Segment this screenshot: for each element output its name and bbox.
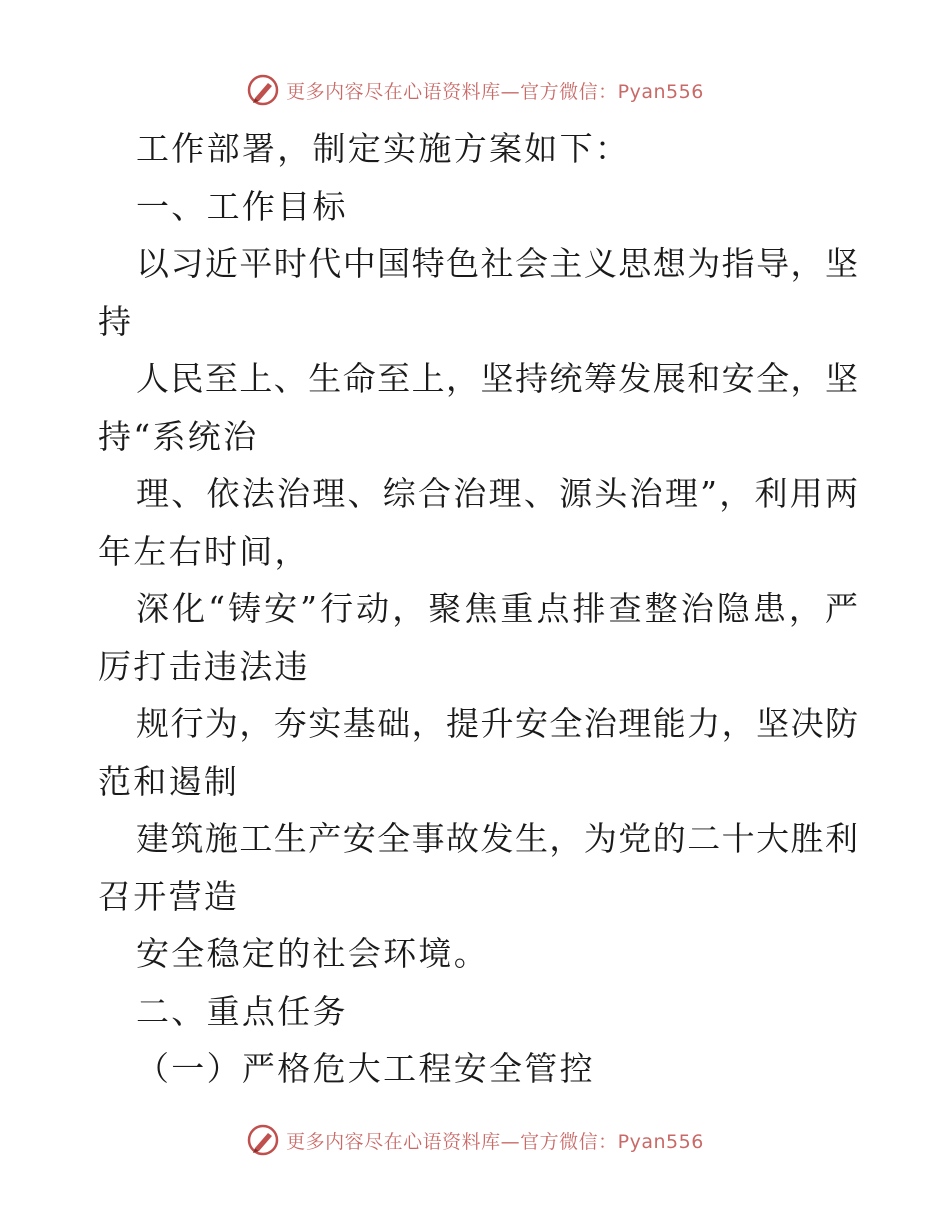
body-line: 范和遏制 <box>98 761 240 801</box>
header-watermark-banner <box>0 70 950 110</box>
section-heading: 一、工作目标 <box>136 186 348 226</box>
body-line: 持 <box>98 301 134 341</box>
body-line: 规行为，夯实基础，提升安全治理能力，坚决防 <box>136 704 858 743</box>
document-body <box>98 120 858 1098</box>
footer-watermark-banner <box>0 1120 950 1160</box>
header-watermark-text: 更多内容尽在心语资料库—官方微信：Pyan556 <box>286 80 704 103</box>
body-line: 持“系统治 <box>98 416 259 456</box>
body-line: 召开营造 <box>98 876 240 916</box>
body-line: 以习近平时代中国特色社会主义思想为指导，坚 <box>136 244 858 283</box>
body-line: 安全稳定的社会环境。 <box>136 934 489 973</box>
body-line: 深化“铸安”行动，聚焦重点排查整治隐患，严 <box>136 589 858 628</box>
pen-logo-icon <box>246 73 280 107</box>
pen-logo-icon <box>246 1123 280 1157</box>
body-line: 理、依法治理、综合治理、源头治理”，利用两 <box>136 474 858 513</box>
section-heading: 二、重点任务 <box>136 991 348 1031</box>
footer-watermark-text: 更多内容尽在心语资料库—官方微信：Pyan556 <box>286 1130 704 1153</box>
body-line: 年左右时间， <box>98 531 310 571</box>
body-line: 建筑施工生产安全事故发生，为党的二十大胜利 <box>136 819 858 858</box>
body-line: 工作部署，制定实施方案如下： <box>136 129 631 168</box>
body-line: 人民至上、生命至上，坚持统筹发展和安全，坚 <box>136 359 858 398</box>
subsection-heading: （一）严格危大工程安全管控 <box>136 1049 595 1088</box>
body-line: 厉打击违法违 <box>98 646 310 686</box>
